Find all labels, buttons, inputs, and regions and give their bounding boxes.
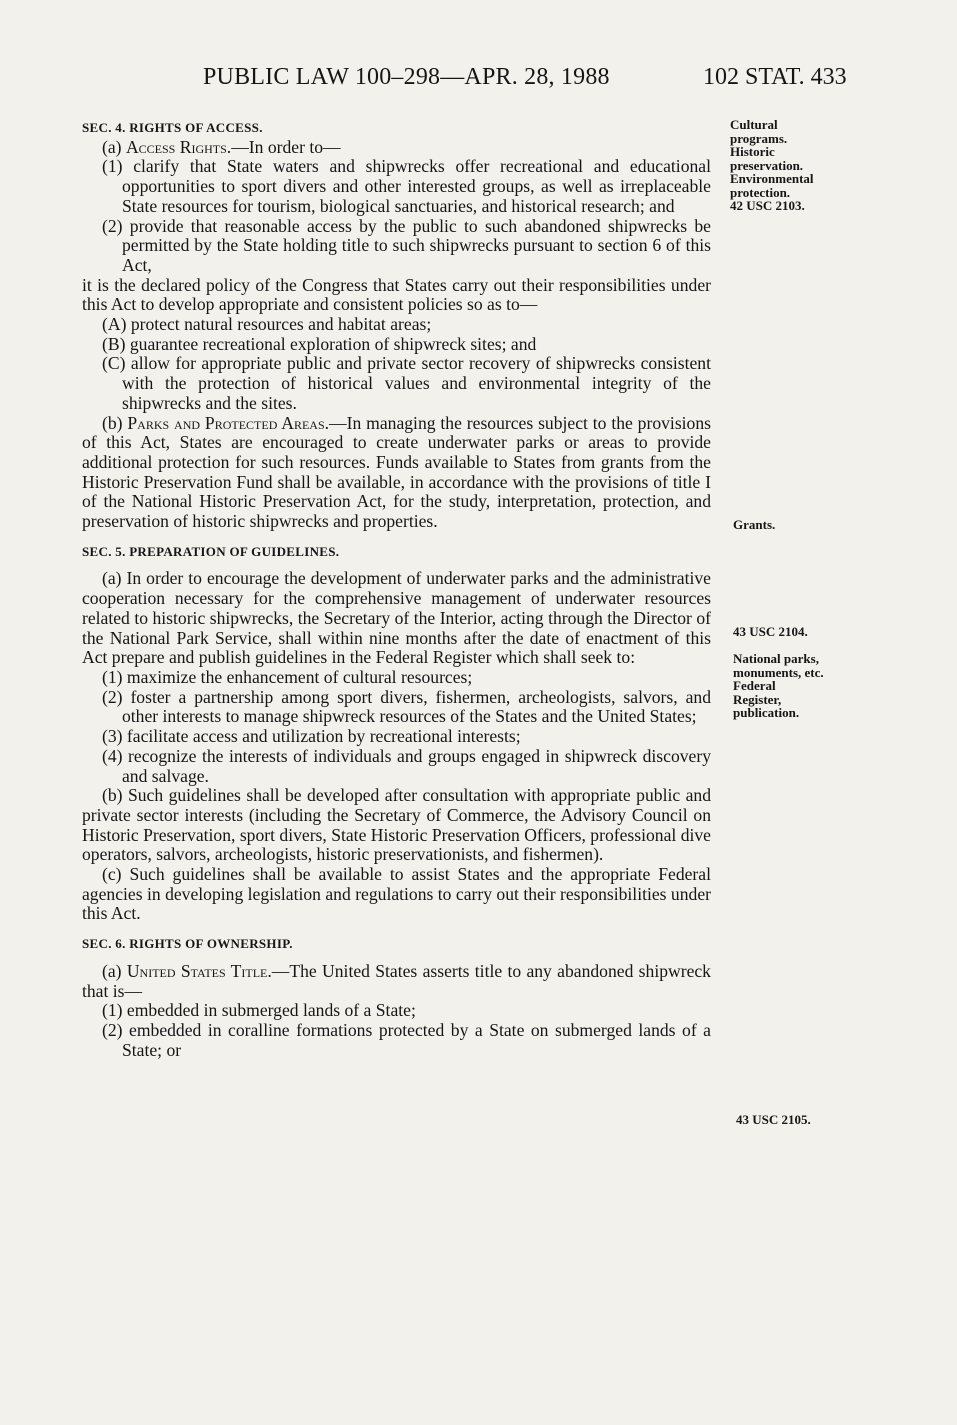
section-5-c: (c) Such guidelines shall be available to assist States and the appropriate Federal agencies in developing legislation and regulations to carry out their responsibilities under this Act. — [82, 864, 711, 924]
subsection-prefix: (a) — [102, 960, 127, 981]
section-5-heading: SEC. 5. PREPARATION OF GUIDELINES. — [82, 543, 340, 559]
section-5-b: (b) Such guidelines shall be developed after consultation with appropriate public and private sector interests (including the Secretary of Commerce, the Advisory Council on Historic Preservation, sport divers, State Historic Preservation Officers, professional dive operators, salvors, archeologists, historic preservationists, and fishermen). — [82, 785, 711, 865]
body-text — [82, 118, 711, 1060]
margin-note-sec5-usc: 43 USC 2104. — [733, 624, 808, 639]
margin-note: Register, — [733, 691, 782, 707]
margin-note: Federal — [733, 678, 776, 693]
section-4-policy-A: (A) protect natural resources and habitat areas; — [102, 314, 432, 335]
margin-note: Environmental — [730, 171, 814, 186]
margin-notes-sec5 — [733, 652, 824, 720]
margin-note: 42 USC 2103. — [730, 198, 805, 213]
subsection-text: —In order to— — [231, 136, 341, 157]
subsection-text: —The United States asserts title to any abandoned shipwreck that is— — [82, 960, 711, 1001]
page-header-stat: 102 STAT. 433 — [703, 64, 847, 90]
margin-note: Historic — [730, 144, 775, 159]
subsection-caption: Access Rights. — [125, 136, 232, 157]
section-4-a-2: (2) provide that reasonable access by the public to such abandoned shipwrecks be permitted by the State holding title to such shipwrecks pursuant to section 6 of this Act, — [102, 215, 711, 275]
margin-note-sec6-usc: 43 USC 2105. — [736, 1112, 811, 1127]
subsection-text: —In managing the resources subject to the provisions of this Act, States are encouraged to create underwater parks or areas to provide additional protection for such resources. Funds available to States from grants from the Historic Preservation Fund shall be available, in accordance with the provisions of title I of the National Historic Preservation Act, for the study, interpretation, protection, and preservation of historic shipwrecks and properties. — [82, 412, 711, 532]
section-4-policy-C: (C) allow for appropriate public and private sector recovery of shipwrecks consistent with the protection of historical values and environmental integrity of the shipwrecks and the sites. — [102, 353, 711, 413]
margin-note: Cultural — [730, 117, 778, 132]
margin-note: publication. — [733, 705, 800, 720]
subsection-caption: United States Title. — [126, 960, 272, 981]
section-4-policy-B: (B) guarantee recreational exploration of shipwreck sites; and — [102, 333, 537, 354]
section-5-a-3: (3) facilitate access and utilization by recreational interests; — [102, 726, 521, 747]
margin-note: preservation. — [730, 157, 804, 173]
section-4-policy: it is the declared policy of the Congress that States carry out their responsibilities under this Act to develop appropriate and consistent policies so as to— — [82, 274, 711, 315]
section-6-a — [82, 962, 711, 1001]
section-6-a-2: (2) embedded in coralline formations protected by a State on submerged lands of a State; or — [102, 1019, 711, 1060]
section-4-a — [82, 138, 711, 158]
page-header-title: PUBLIC LAW 100–298—APR. 28, 1988 — [203, 64, 610, 90]
margin-note: protection. — [730, 184, 791, 200]
subsection-caption: Parks and Protected Areas. — [127, 412, 330, 433]
section-5-a-4: (4) recognize the interests of individuals and groups engaged in shipwreck discovery and salvage. — [102, 745, 711, 786]
margin-notes-sec4 — [730, 118, 814, 213]
section-6-a-1: (1) embedded in submerged lands of a State; — [102, 1000, 416, 1021]
subsection-prefix: (a) — [102, 136, 126, 157]
section-5-a-2: (2) foster a partnership among sport divers, fishermen, archeologists, salvors, and other interests to manage shipwreck resources of the States and the United States; — [102, 686, 711, 727]
margin-note-grants: Grants. — [733, 517, 776, 532]
margin-note: National parks, — [733, 651, 819, 666]
margin-note: monuments, etc. — [733, 664, 824, 680]
subsection-prefix: (b) — [102, 412, 128, 433]
section-4-a-1: (1) clarify that State waters and shipwrecks offer recreational and educational opportunities to sport divers and other interested groups, as well as irreplaceable State resources for tourism, biological sanctuaries, and historical research; and — [102, 156, 711, 216]
section-5-a: (a) In order to encourage the development of underwater parks and the administrative cooperation necessary for the comprehensive management of underwater resources related to historic shipwrecks, the Secretary of the Interior, acting through the Director of the National Park Service, shall within nine months after the date of enactment of this Act prepare and publish guidelines in the Federal Register which shall seek to: — [82, 568, 711, 668]
section-4-b — [82, 414, 711, 532]
section-4-heading: SEC. 4. RIGHTS OF ACCESS. — [82, 120, 263, 135]
section-6-heading: SEC. 6. RIGHTS OF OWNERSHIP. — [82, 936, 293, 952]
margin-note: programs. — [730, 130, 788, 146]
section-5-a-1: (1) maximize the enhancement of cultural resources; — [102, 666, 473, 687]
